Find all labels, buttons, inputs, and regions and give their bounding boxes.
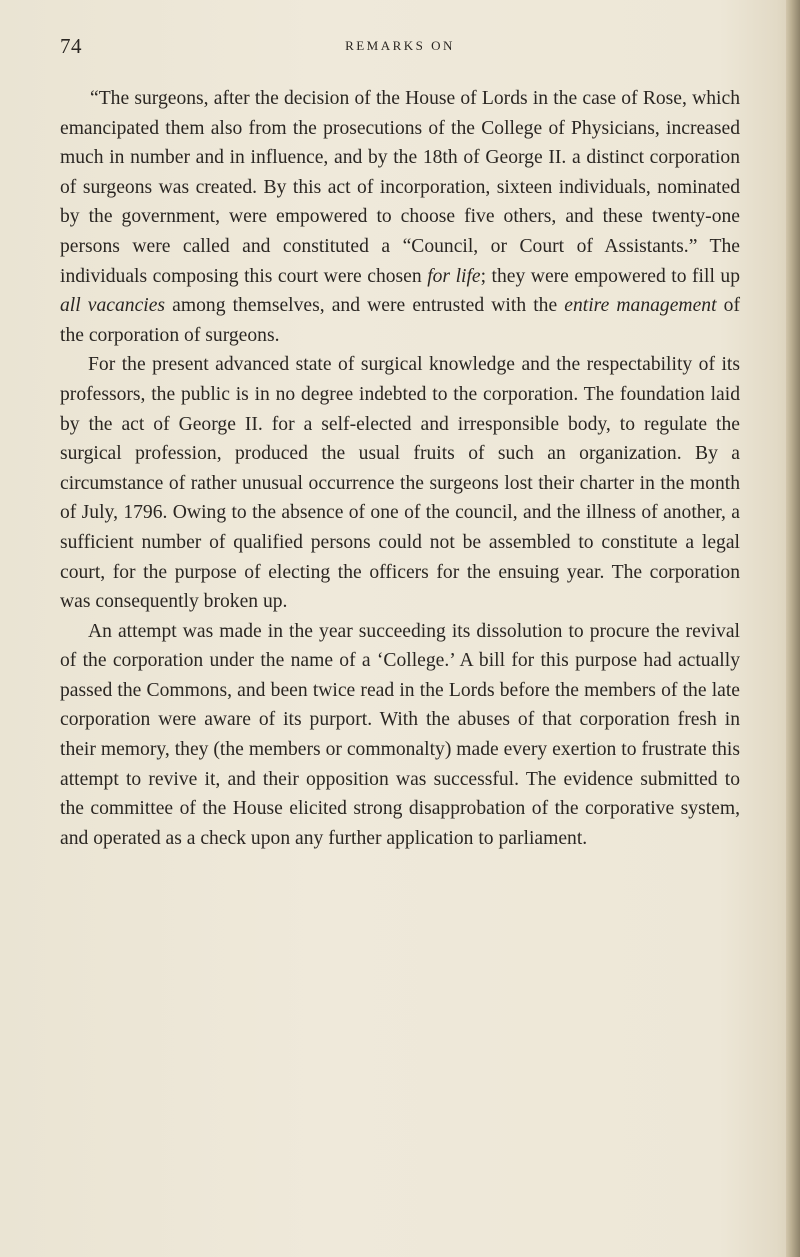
body-text [60, 84, 740, 853]
paragraph-2: For the present advanced state of surgical knowledge and the respectability of its professors, the public is in no degree indebted to the corporation. The foundation laid by the act of George II. for a self-elected and irresponsible body, to regulate the surgical profession, produced the usual fruits of such an organization. By a circumstance of rather unusual occurrence the surgeons lost their charter in the month of July, 1796. Owing to the absence of one of the council, and the illness of another, a sufficient number of qualified persons could not be assembled to constitute a legal court, for the purpose of electing the officers for the ensuing year. The corporation was consequently broken up. [60, 354, 740, 613]
paragraph-1: “The surgeons, after the decision of the House of Lords in the case of Rose, which emancipated them also from the prosecutions of the College of Physicians, increased much in number and in influence, and by the 18th of George II. a distinct corporation of surgeons was created. By this act of incorporation, sixteen individuals, nominated by the government, were empowered to choose five others, and these twenty-one persons were called and constituted a “Council, or Court of Assistants.” The individuals composing this court were chosen for life; they were empowered to fill up all vacancies among themselves, and were entrusted with the entire management of the corporation of surgeons. [60, 88, 740, 346]
paragraph-3: An attempt was made in the year succeeding its dissolution to procure the revival of the corporation under the name of a ‘College.’ A bill for this purpose had actually passed the Commons, and been twice read in the Lords before the members of the late corporation were aware of its purport. With the abuses of that corporation fresh in their memory, they (the members or commonalty) made every exertion to frustrate this attempt to revive it, and their opposition was successful. The evidence submitted to the committee of the House elicited strong disapprobation of the corporative system, and operated as a check upon any further application to parliament. [60, 620, 740, 849]
emphasis-for-life: for life [427, 265, 481, 287]
running-head: REMARKS ON [345, 38, 455, 53]
page-number: 74 [60, 34, 82, 58]
emphasis-entire-management: entire management [564, 295, 717, 317]
page-binding-edge [786, 0, 800, 1257]
emphasis-all-vacancies: all vacancies [60, 295, 166, 317]
page-header [60, 34, 740, 58]
